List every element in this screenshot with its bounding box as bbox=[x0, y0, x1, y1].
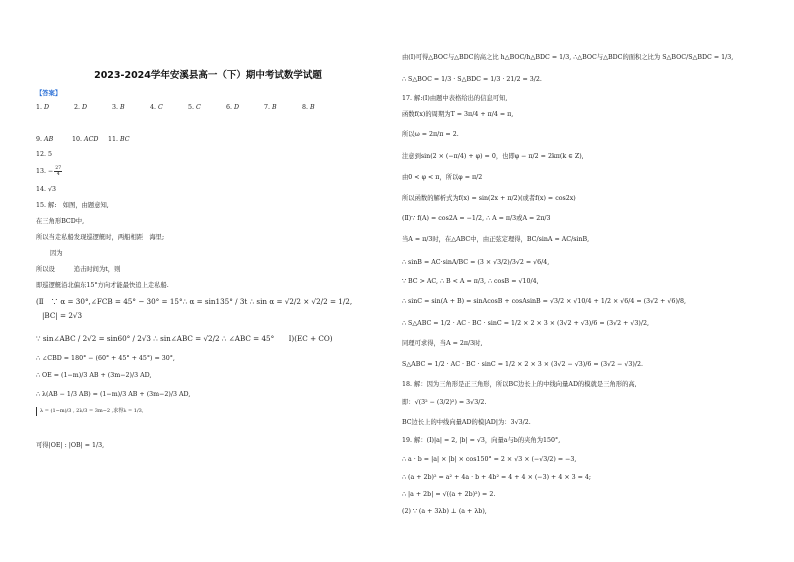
solution-line: 15. 解: 如图，由题意知, bbox=[36, 202, 109, 209]
solution-line: ∴ a · b = |a| × |b| × cos150° = 2 × √3 × (−√3/2) = −3, bbox=[402, 456, 577, 463]
answer-12: 12. 5 bbox=[36, 151, 53, 158]
solution-line: ∴ OE = (1−m)/3 AB + (3m−2)/3 AD, bbox=[36, 372, 152, 379]
solution-line: ∵ sin∠ABC / 2√2 = sin60° / 2√3 ∴ sin∠ABC = √2/2 ∴ ∠ABC = 45° Ⅰ)(EC + CO) bbox=[36, 334, 333, 343]
solution-line: ∵ BC > AC, ∴ B < A = π/3, ∴ cosB = √10/4, bbox=[402, 278, 539, 285]
solution-line: ∴ sinB = AC·sinA/BC = (3 × √3/2)/3√2 = √6/4, bbox=[402, 259, 550, 266]
mc-answer: 8. B bbox=[302, 104, 315, 111]
solution-line: 所以设 追击时间为t，则 bbox=[36, 266, 121, 273]
solution-line: ∴ |a + 2b| = √((a + 2b)²) = 2. bbox=[402, 491, 496, 498]
solution-line: 在三角形BCD中, bbox=[36, 218, 85, 225]
multi-answer: 9. AB bbox=[36, 136, 54, 143]
mc-answer: 7. B bbox=[264, 104, 277, 111]
solution-line: 即：√(3² − (3/2)²) = 3√3/2. bbox=[402, 399, 487, 406]
solution-line: 18. 解：因为三角形是正三角形，所以BC边长上的中线向量AD的模就是三角形的高, bbox=[402, 381, 637, 388]
solution-system bbox=[36, 407, 143, 416]
mc-answer: 5. C bbox=[188, 104, 201, 111]
solution-line: 所以ω = 2π/π = 2. bbox=[402, 131, 459, 138]
solution-line: ∴ S△BOC = 1/3 · S△BDC = 1/3 · 21/2 = 3/2. bbox=[402, 76, 542, 83]
solution-line: 由(Ⅰ)可得△BOC与△BDC的高之比 h△BOC/h△BDC = 1/3, ∴△BOC与△BDC的面积之比为 S△BOC/S△BDC = 1/3, bbox=[402, 54, 734, 61]
solution-line: 17. 解:(Ⅰ)由题中表格给出的信息可知, bbox=[402, 95, 508, 102]
solution-line: 同理可求得，当A = 2π/3时, bbox=[402, 340, 483, 347]
answer-13: 13. − $\frac{27}{4}$ bbox=[36, 166, 62, 177]
page-title: 2023-2024学年安溪县高一（下）期中考试数学试题 bbox=[94, 70, 322, 81]
solution-line: ∴ ∠CBD = 180° − (60° + 45° + 45°) = 30°, bbox=[36, 355, 175, 362]
solution-line: 函数f(x)的周期为T = 3π/4 + π/4 = π, bbox=[402, 111, 514, 118]
solution-line: (Ⅱ ∵ α = 30°,∠FCB = 45° − 30° = 15°∴ α = sin135° / 3t ∴ sin α = √2/2 × √2/2 = 1/2, bbox=[36, 297, 353, 306]
mc-answer: 6. D bbox=[226, 104, 240, 111]
solution-line: 当A = π/3时，在△ABC中，由正弦定理得，BC/sinA = AC/sinB, bbox=[402, 236, 590, 243]
solution-line: BC边长上的中线向量AD的模|AD|为：3√3/2. bbox=[402, 419, 531, 426]
solution-line: 所以函数的解析式为f(x) = sin(2x + π/2)(或者f(x) = cos2x) bbox=[402, 195, 576, 202]
solution-line: ∴ S△ABC = 1/2 · AC · BC · sinC = 1/2 × 2 × 3 × (3√2 + √3)/6 = (3√2 + √3)/2, bbox=[402, 320, 650, 327]
mc-answer: 1. D bbox=[36, 104, 50, 111]
mc-answer: 4. C bbox=[150, 104, 163, 111]
right-column bbox=[402, 0, 764, 562]
solution-line: ∴ sinC = sin(A + B) = sinAcosB + cosAsinB = √3/2 × √10/4 + 1/2 × √6/4 = (3√2 + √6)/8, bbox=[402, 298, 687, 305]
solution-line: ∴ λ(AB − 1/3 AB) = (1−m)/3 AB + (3m−2)/3 AD, bbox=[36, 391, 191, 398]
solution-line: (2) ∵ (a + 3λb) ⊥ (a + λb), bbox=[402, 508, 487, 515]
solution-line: 注意到sin(2 × (−π/4) + φ) = 0，也即φ − π/2 = 2kπ(k ∈ Z), bbox=[402, 153, 584, 160]
solution-line: 即巡逻艇沿北偏东15°方向才能最快追上走私船. bbox=[36, 282, 169, 289]
solution-line: ∴ (a + 2b)² = a² + 4a · b + 4b² = 4 + 4 × (−3) + 4 × 3 = 4; bbox=[402, 474, 592, 481]
solution-line: 19. 解：(Ⅰ)|a| = 2, |b| = √3，向量a与b的夹角为150°, bbox=[402, 437, 561, 444]
left-column bbox=[36, 0, 380, 562]
equation-system: λ = (1−m)/3 , 2λ/3 = 3m−2 ,求得λ = 1/3, bbox=[36, 407, 143, 416]
solution-line: 因为 bbox=[50, 250, 63, 257]
multi-answer: 11. BC bbox=[108, 136, 130, 143]
answer-tag: 【答案】 bbox=[36, 90, 62, 97]
multi-answer: 10. ACD bbox=[72, 136, 99, 143]
mc-answer: 3. B bbox=[112, 104, 125, 111]
solution-line: |BC| = 2√3 bbox=[42, 311, 83, 320]
solution-line: 所以当走私船发现巡逻艇时，两船相距 海里; bbox=[36, 234, 165, 241]
solution-line: 可得|OE| : |OB| = 1/3, bbox=[36, 442, 105, 449]
solution-line: S△ABC = 1/2 · AC · BC · sinC = 1/2 × 2 × 3 × (3√2 − √3)/6 = (3√2 − √3)/2. bbox=[402, 361, 644, 368]
answer-14: 14. √3 bbox=[36, 186, 57, 193]
solution-line: 由0 < φ < π，所以φ = π/2 bbox=[402, 174, 483, 181]
solution-line: (Ⅱ)∵ f(A) = cos2A = −1/2, ∴ A = π/3或A = 2π/3 bbox=[402, 215, 551, 222]
mc-answer: 2. D bbox=[74, 104, 88, 111]
